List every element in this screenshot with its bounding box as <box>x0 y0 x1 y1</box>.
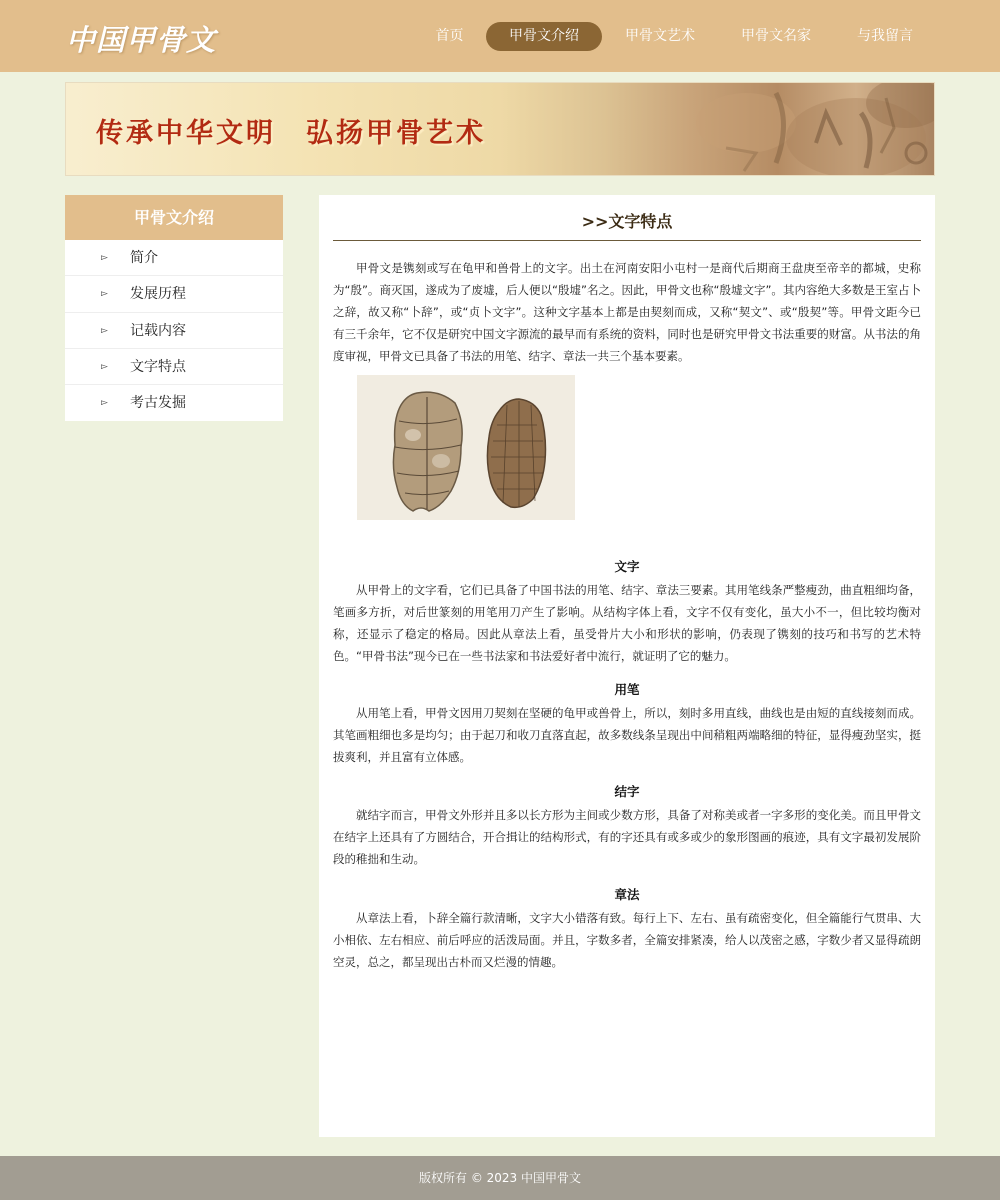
intro-paragraph: 甲骨文是镌刻或写在龟甲和兽骨上的文字。出土在河南安阳小屯村一是商代后期商王盘庚至帝辛的都城，史称为“殷”。商灭国，遂成为了废墟，后人便以“殷墟”名之。因此，甲骨文也称“殷墟文字”。其内容绝大多数是王室占卜之辞，故又称“卜辞”，或“贞卜文字”。这种文字基本上都是由契刻而成，又称“契文”、或“殷契”等。甲骨文距今已有三千余年，它不仅是研究中国文字源流的最早而有系统的资料，同时也是研究甲骨文书法重要的财富。从书法的角度审视，甲骨文已具备了书法的用笔、结字、章法一共三个基本要素。 <box>333 261 921 363</box>
sidebar-item-label: 文字特点 <box>130 358 186 375</box>
oracle-bone-shells-image <box>357 375 575 520</box>
sidebar-item-records[interactable] <box>65 313 283 349</box>
section-heading-structure: 结字 <box>614 784 640 799</box>
sidebar-item-history[interactable] <box>65 276 283 312</box>
section-text-brushwork: 从用笔上看，甲骨文因用刀契刻在坚硬的龟甲或兽骨上，所以，刻时多用直线，曲线也是由短的直线接刻而成。其笔画粗细也多是均匀；由于起刀和收刀直落直起，故多数线条呈现出中间稍粗两端略细的特征，显得瘦劲坚实，挺拔爽利，并且富有立体感。 <box>333 706 921 764</box>
section-text-structure: 就结字而言，甲骨文外形并且多以长方形为主间或少数方形，具备了对称美或者一字多形的变化美。而且甲骨文在结字上还具有了方圆结合，开合揖让的结构形式，有的字还具有或多或少的象形图画的痕迹，具有文字最初发展阶段的稚拙和生动。 <box>333 808 921 866</box>
sidebar-item-label: 考古发掘 <box>130 395 186 412</box>
section-heading-composition: 章法 <box>614 887 640 902</box>
sidebar-item-label: 发展历程 <box>130 286 186 303</box>
sidebar-item-excavation[interactable] <box>65 385 283 421</box>
section-heading-writing: 文字 <box>614 559 640 574</box>
page-title: >>文字特点 <box>333 209 921 241</box>
sidebar <box>65 195 283 421</box>
site-header <box>0 0 1000 72</box>
triangle-bullet-icon: ▻ <box>101 289 108 300</box>
sidebar-item-intro[interactable] <box>65 240 283 276</box>
section-heading-brushwork: 用笔 <box>614 682 640 697</box>
banner-slogan: 传承中华文明 弘扬甲骨艺术 <box>96 118 486 149</box>
sidebar-item-features[interactable] <box>65 349 283 385</box>
triangle-bullet-icon: ▻ <box>101 253 108 263</box>
section-text-writing: 从甲骨上的文字看，它们已具备了中国书法的用笔、结字、章法三要素。其用笔线条严整瘦劲，曲直粗细均备，笔画多方折，对后世篆刻的用笔用刀产生了影响。从结构字体上看，文字不仅有变化，虽大小不一，但比较均衡对称，还显示了稳定的格局。因此从章法上看，虽受骨片大小和形状的影响，仍表现了镌刻的技巧和书写的艺术特色。“甲骨书法”现今已在一些书法家和书法爱好者中流行，就证明了它的魅力。 <box>333 583 921 663</box>
triangle-bullet-icon: ▻ <box>101 325 108 336</box>
sidebar-list <box>65 240 283 421</box>
nav-home[interactable]: 首页 <box>435 28 464 44</box>
site-logo[interactable]: 中国甲骨文 <box>66 23 217 57</box>
nav-intro[interactable]: 甲骨文介绍 <box>486 22 602 51</box>
site-footer <box>0 1156 1000 1200</box>
hero-banner <box>65 82 935 176</box>
triangle-bullet-icon: ▻ <box>101 398 108 409</box>
nav-art[interactable]: 甲骨文艺术 <box>625 28 695 44</box>
nav-masters[interactable]: 甲骨文名家 <box>741 28 811 44</box>
oracle-bone-texture-image <box>626 83 935 176</box>
main-content <box>319 195 935 1137</box>
sidebar-item-label: 记载内容 <box>130 322 186 339</box>
sidebar-title: 甲骨文介绍 <box>65 195 283 240</box>
triangle-bullet-icon: ▻ <box>101 361 108 372</box>
sidebar-item-label: 简介 <box>130 250 158 266</box>
nav-message[interactable]: 与我留言 <box>857 28 913 44</box>
copyright-text: 版权所有 © 2023 中国甲骨文 <box>419 1171 581 1185</box>
section-text-composition: 从章法上看，卜辞全篇行款清晰，文字大小错落有致。每行上下、左右、虽有疏密变化，但全篇能行气贯串、大小相依、左右相应、前后呼应的活泼局面。并且，字数多者，全篇安排紧凑，给人以茂密之感，字数少者又显得疏朗空灵，总之，都呈现出古朴而又烂漫的情趣。 <box>333 911 921 969</box>
oracle-bone-photo <box>357 375 575 520</box>
